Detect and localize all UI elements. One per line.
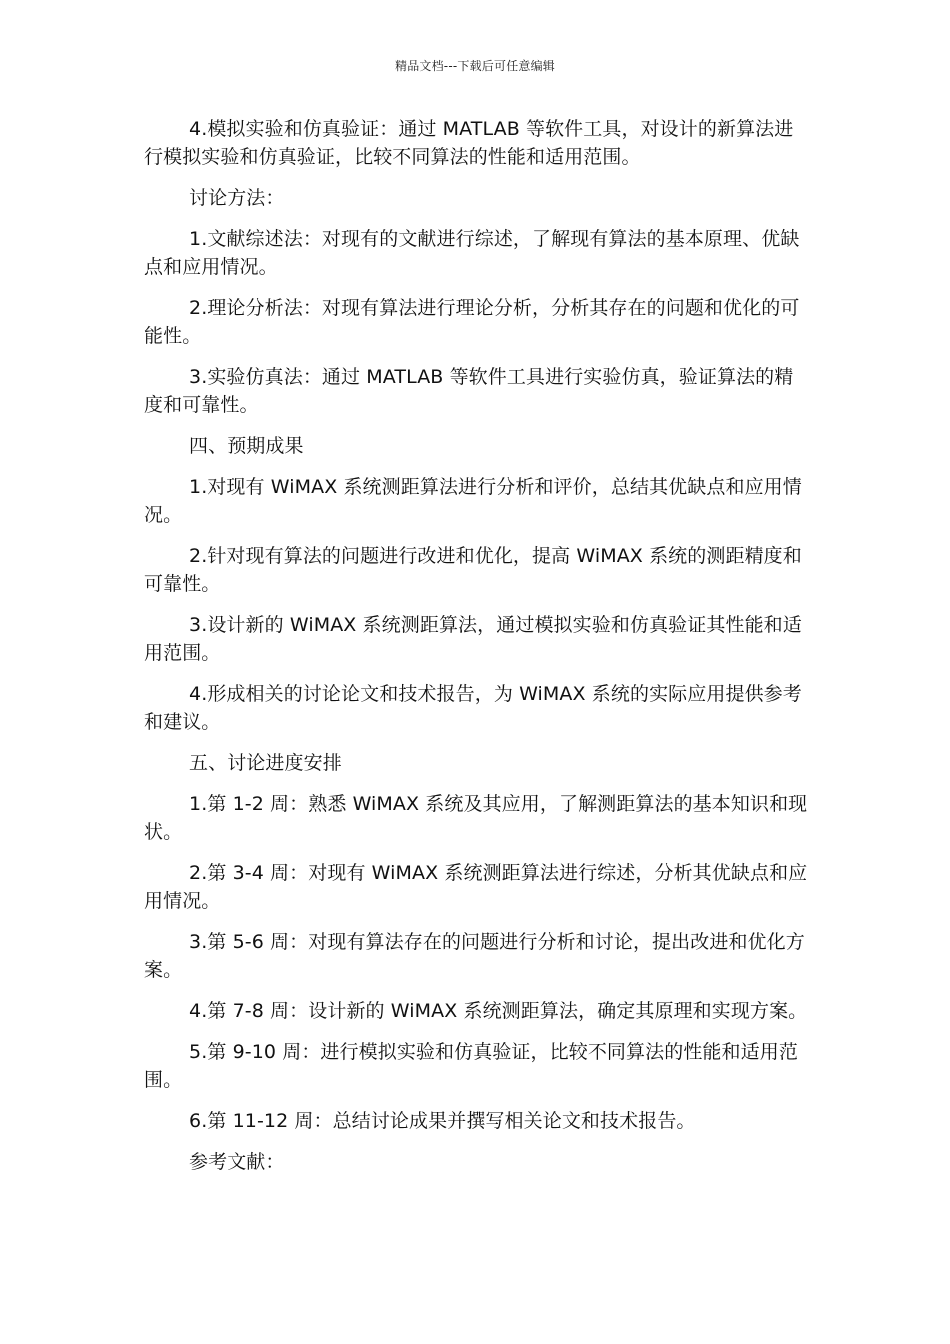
paragraph-schedule-4: 4.第 7-8 周：设计新的 WiMAX 系统测距算法，确定其原理和实现方案。 xyxy=(189,1000,808,1022)
paragraph-schedule-1: 1.第 1-2 周：熟悉 WiMAX 系统及其应用，了解测距算法的基本知识和现状。 xyxy=(144,793,808,843)
heading-references: 参考文献： xyxy=(189,1151,285,1173)
paragraph-experiment-simulation: 3.实验仿真法：通过 MATLAB 等软件工具进行实验仿真，验证算法的精度和可靠性。 xyxy=(144,366,794,416)
paragraph-schedule-6: 6.第 11-12 周：总结讨论成果并撰写相关论文和技术报告。 xyxy=(189,1110,696,1132)
paragraph-result-3: 3.设计新的 WiMAX 系统测距算法，通过模拟实验和仿真验证其性能和适用范围。 xyxy=(144,614,802,664)
paragraph-result-2: 2.针对现有算法的问题进行改进和优化，提高 WiMAX 系统的测距精度和可靠性。 xyxy=(144,545,802,595)
paragraph-schedule-2: 2.第 3-4 周：对现有 WiMAX 系统测距算法进行综述，分析其优缺点和应用情况。 xyxy=(144,862,808,912)
paragraph-simulation-verification: 4.模拟实验和仿真验证：通过 MATLAB 等软件工具，对设计的新算法进行模拟实验和仿真验证，比较不同算法的性能和适用范围。 xyxy=(144,118,794,168)
paragraph-result-1: 1.对现有 WiMAX 系统测距算法进行分析和评价，总结其优缺点和应用情况。 xyxy=(144,476,802,526)
paragraph-literature-review: 1.文献综述法：对现有的文献进行综述，了解现有算法的基本原理、优缺点和应用情况。 xyxy=(144,228,800,278)
page-header: 精品文档---下载后可任意编辑 xyxy=(395,59,555,73)
paragraph-result-4: 4.形成相关的讨论论文和技术报告，为 WiMAX 系统的实际应用提供参考和建议。 xyxy=(144,683,802,733)
document-body xyxy=(144,115,808,1189)
paragraph-theory-analysis: 2.理论分析法：对现有算法进行理论分析，分析其存在的问题和优化的可能性。 xyxy=(144,297,800,347)
heading-schedule: 五、讨论进度安排 xyxy=(189,752,342,774)
paragraph-schedule-5: 5.第 9-10 周：进行模拟实验和仿真验证，比较不同算法的性能和适用范围。 xyxy=(144,1041,798,1091)
paragraph-schedule-3: 3.第 5-6 周：对现有算法存在的问题进行分析和讨论，提出改进和优化方案。 xyxy=(144,931,805,981)
heading-expected-results: 四、预期成果 xyxy=(189,435,304,457)
heading-research-methods: 讨论方法： xyxy=(189,187,285,209)
